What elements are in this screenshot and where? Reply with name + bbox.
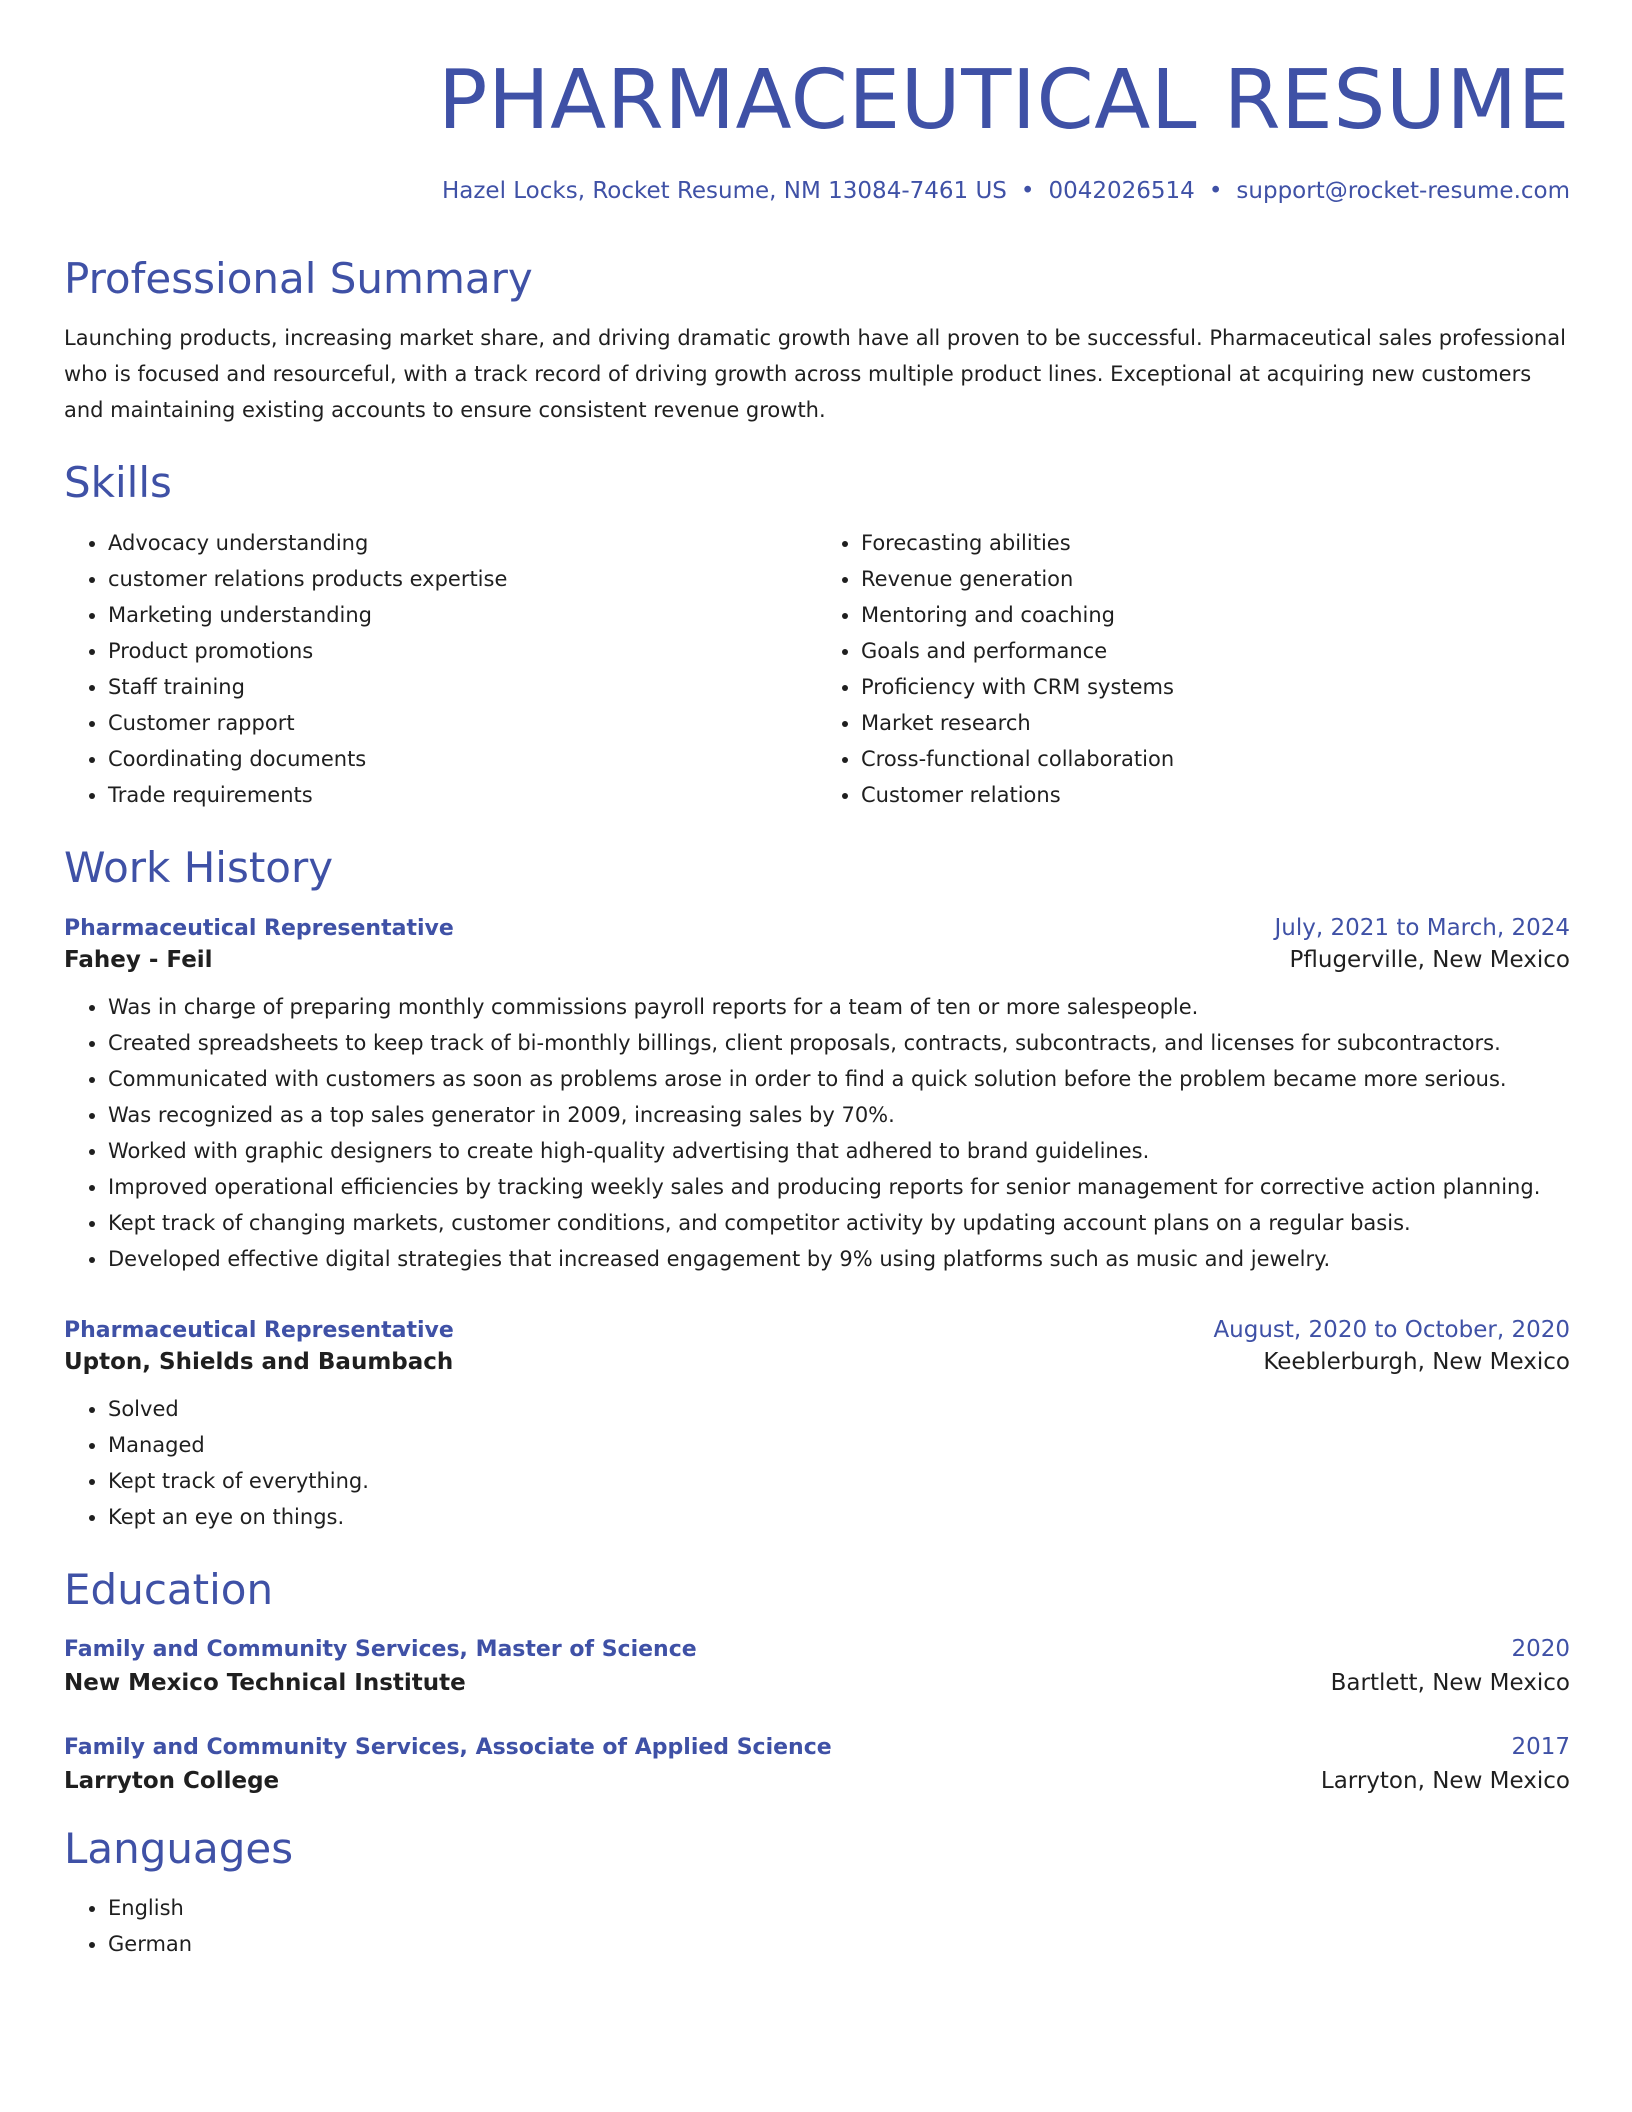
skill-item: • Trade requirements: [108, 777, 817, 813]
skill-item: • Cross-functional collaboration: [861, 741, 1570, 777]
job-bullet: • Was recognized as a top sales generator in 2009, increasing sales by 70%.: [108, 1097, 1570, 1133]
resume-title: PHARMACEUTICAL RESUME: [438, 53, 1570, 148]
language-item: • German: [108, 1926, 1570, 1962]
education-location: Bartlett, New Mexico: [1330, 1669, 1570, 1696]
languages-section: [64, 1824, 1570, 1962]
languages-heading: Languages: [64, 1823, 294, 1873]
skill-item: • Proficiency with CRM systems: [861, 669, 1570, 705]
job-bullets: [64, 989, 1570, 1277]
skill-item: • Customer rapport: [108, 705, 817, 741]
job-bullet: • Kept an eye on things.: [108, 1499, 1570, 1535]
contact-separator: •: [1208, 178, 1223, 204]
education-degree: Family and Community Services, Associate of Applied Science: [64, 1734, 832, 1760]
education-degree-row: [64, 1636, 1570, 1662]
education-section: [64, 1565, 1570, 1793]
skill-item: • Marketing understanding: [108, 597, 817, 633]
contact-email: support@rocket-resume.com: [1236, 178, 1570, 204]
education-school-row: [64, 1768, 1570, 1794]
job-bullet: • Communicated with customers as soon as problems arose in order to find a quick solution before the problem became more serious.: [108, 1061, 1570, 1097]
job-dates: August, 2020 to October, 2020: [1213, 1317, 1570, 1344]
contact-separator: •: [1020, 178, 1035, 204]
job-title: Pharmaceutical Representative: [64, 916, 454, 942]
skill-item: • Revenue generation: [861, 561, 1570, 597]
education-entry: [64, 1636, 1570, 1696]
skill-item: • Forecasting abilities: [861, 525, 1570, 561]
job-bullet: • Improved operational efficiencies by tracking weekly sales and producing reports for senior management for corrective action planning.: [108, 1169, 1570, 1205]
education-degree: Family and Community Services, Master of Science: [64, 1636, 697, 1662]
job-company: Upton, Shields and Baumbach: [64, 1349, 454, 1376]
job-title-row: [64, 915, 1570, 941]
education-degree-row: [64, 1734, 1570, 1760]
skills-section: [64, 458, 1570, 812]
job-dates: July, 2021 to March, 2024: [1274, 915, 1570, 942]
education-year: 2020: [1511, 1635, 1570, 1662]
skills-left-list: [64, 525, 817, 813]
job-company: Fahey - Feil: [64, 947, 213, 974]
job-entry: [64, 1317, 1570, 1535]
job-bullet: • Managed: [108, 1427, 1570, 1463]
summary-heading: Professional Summary: [64, 254, 533, 303]
skill-item: • Advocacy understanding: [108, 525, 817, 561]
summary-section: [64, 254, 1570, 428]
job-location: Keeblerburgh, New Mexico: [1263, 1349, 1570, 1376]
work-history-section: [64, 843, 1570, 1535]
languages-list: [64, 1890, 1570, 1962]
skill-item: • customer relations products expertise: [108, 561, 817, 597]
job-bullet: • Developed effective digital strategies that increased engagement by 9% using platforms such as music and jewelry.: [108, 1241, 1570, 1277]
job-company-row: [64, 947, 1570, 973]
skill-item: • Product promotions: [108, 633, 817, 669]
job-bullet: • Created spreadsheets to keep track of bi-monthly billings, client proposals, contracts, subcontracts, and licenses for subcontractors.: [108, 1025, 1570, 1061]
education-location: Larryton, New Mexico: [1320, 1767, 1570, 1794]
skills-right-list: [817, 525, 1570, 813]
resume-header: [64, 53, 1570, 204]
summary-text: Launching products, increasing market share, and driving dramatic growth have all proven to be successful. Pharmaceutical sales professional who is focused and resourceful, with a track record of driving growth across multiple product lines. Exceptional at acquiring new customers and maintaining existing accounts to ensure consistent revenue growth.: [64, 326, 1566, 423]
contact-address: Hazel Locks, Rocket Resume, NM 13084-7461 US: [441, 178, 1007, 204]
language-item: • English: [108, 1890, 1570, 1926]
skill-item: • Customer relations: [861, 777, 1570, 813]
skill-item: • Staff training: [108, 669, 817, 705]
contact-phone: 0042026514: [1048, 178, 1195, 204]
skills-heading: Skills: [64, 458, 172, 508]
job-bullet: • Was in charge of preparing monthly commissions payroll reports for a team of ten or more salespeople.: [108, 989, 1570, 1025]
job-bullets: [64, 1391, 1570, 1535]
job-location: Pflugerville, New Mexico: [1289, 947, 1570, 974]
job-title: Pharmaceutical Representative: [64, 1318, 454, 1344]
skills-columns: [64, 525, 1570, 813]
work-history-heading: Work History: [64, 842, 334, 892]
education-heading: Education: [64, 1565, 274, 1615]
job-entry: [64, 915, 1570, 1277]
skill-item: • Coordinating documents: [108, 741, 817, 777]
education-year: 2017: [1511, 1733, 1570, 1760]
job-company-row: [64, 1349, 1570, 1375]
job-bullet: • Kept track of changing markets, customer conditions, and competitor activity by updating account plans on a regular basis.: [108, 1205, 1570, 1241]
contact-line: [64, 178, 1570, 204]
skill-item: • Goals and performance: [861, 633, 1570, 669]
job-bullet: • Kept track of everything.: [108, 1463, 1570, 1499]
education-school: New Mexico Technical Institute: [64, 1669, 466, 1696]
skill-item: • Market research: [861, 705, 1570, 741]
job-title-row: [64, 1317, 1570, 1343]
education-school: Larryton College: [64, 1767, 280, 1794]
job-bullet: • Solved: [108, 1391, 1570, 1427]
job-bullet: • Worked with graphic designers to create high-quality advertising that adhered to brand guidelines.: [108, 1133, 1570, 1169]
education-entry: [64, 1734, 1570, 1794]
skill-item: • Mentoring and coaching: [861, 597, 1570, 633]
education-school-row: [64, 1670, 1570, 1696]
